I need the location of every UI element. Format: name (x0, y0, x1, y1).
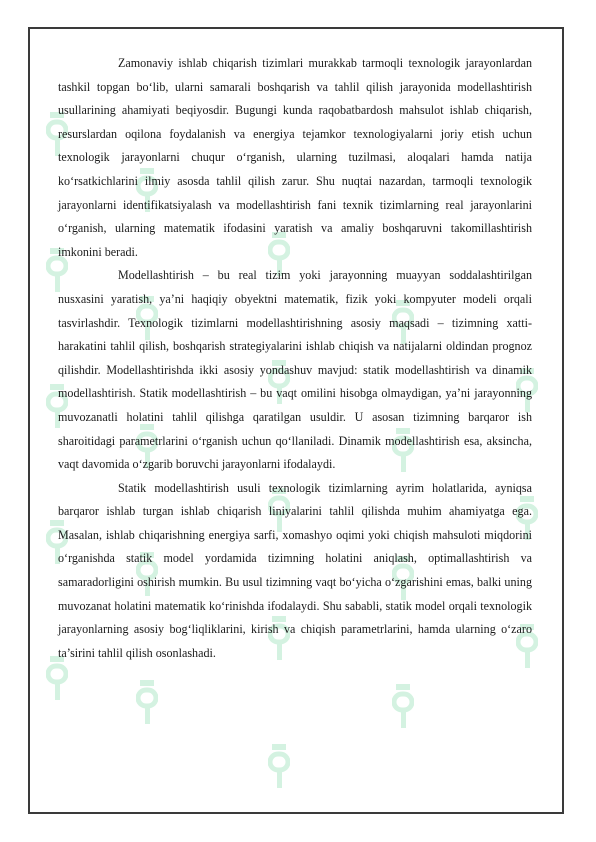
paragraph: Modellashtirish – bu real tizim yoki jarayonning muayyan soddalashtirilgan nusxasini yaratish, ya’ni haqiqiy obyektni matematik, fizik yoki kompyuter modeli orqali tasvirlashdir. Texnologik tizimlarni modellashtirishning asosiy maqsadi – tizimning xatti-harakatini tahlil qilish, boshqarish strategiyalarini ishlab chiqish va natijalarni oldindan prognoz qilishdir. Modellashtirishda ikki asosiy yondashuv mavjud: statik modellashtirish va dinamik modellashtirish. Statik modellashtirish – bu vaqt omilini hisobga olmaydigan, ya’ni jarayonning muvozanatli holatini tahlil qilishga qaratilgan usuldir. U asosan tizimning barqaror ish sharoitidagi parametrlarini o‘rganish uchun qo‘llaniladi. Dinamik modellashtirish esa, aksincha, vaqt davomida o‘zgarib boruvchi jarayonlarni ifodalaydi. (58, 268, 532, 472)
paragraph: Zamonaviy ishlab chiqarish tizimlari murakkab tarmoqli texnologik jarayonlardan tashkil topgan bo‘lib, ularni samarali boshqarish va tahlil qilish jarayonida modellashtirish usullarining ahamiyati beqiyosdir. Bugungi kunda raqobatbardosh mahsulot ishlab chiqarish, resurslardan oqilona foydalanish va energiya tejamkor texnologiyalarni joriy etish uchun texnologik jarayonlarni chuqur o‘rganish, ularning tuzilmasi, aloqalari hamda natija ko‘rsatkichlarini ilmiy asosda tahlil qilish zarur. Shu nuqtai nazardan, tarmoqli texnologik jarayonlarni identifikatsiyalash va modellashtirish fani texnik tizimlarning real jarayonlarini o‘rganish, ularning matematik ifodasini yaratish va amaliy boshqaruvni takomillashtirish imkonini beradi. (58, 56, 532, 259)
paragraph: Statik modellashtirish usuli texnologik tizimlarning ayrim holatlarida, ayniqsa barqaror ishlab turgan ishlab chiqarish liniyalarini tahlil qilishda muhim ahamiyatga ega. Masalan, ishlab chiqarishning energiya sarfi, xomashyo oqimi yoki chiqish mahsuloti miqdorini o‘rganishda statik model yordamida tizimning holatini aniqlash, optimallashtirish va samaradorligini oshirish mumkin. Bu usul tizimning vaqt bo‘yicha o‘zgarishini emas, balki uning muvozanat holatini matematik ko‘rinishda ifodalaydi. Shu sababli, statik model orqali texnologik jarayonlarning asosiy bog‘liqliklarini, kirish va chiqish parametrlarini, hamda ularning o‘zaro ta’sirini tahlil qilish osonlashadi. (58, 480, 532, 660)
document-body (58, 52, 532, 665)
